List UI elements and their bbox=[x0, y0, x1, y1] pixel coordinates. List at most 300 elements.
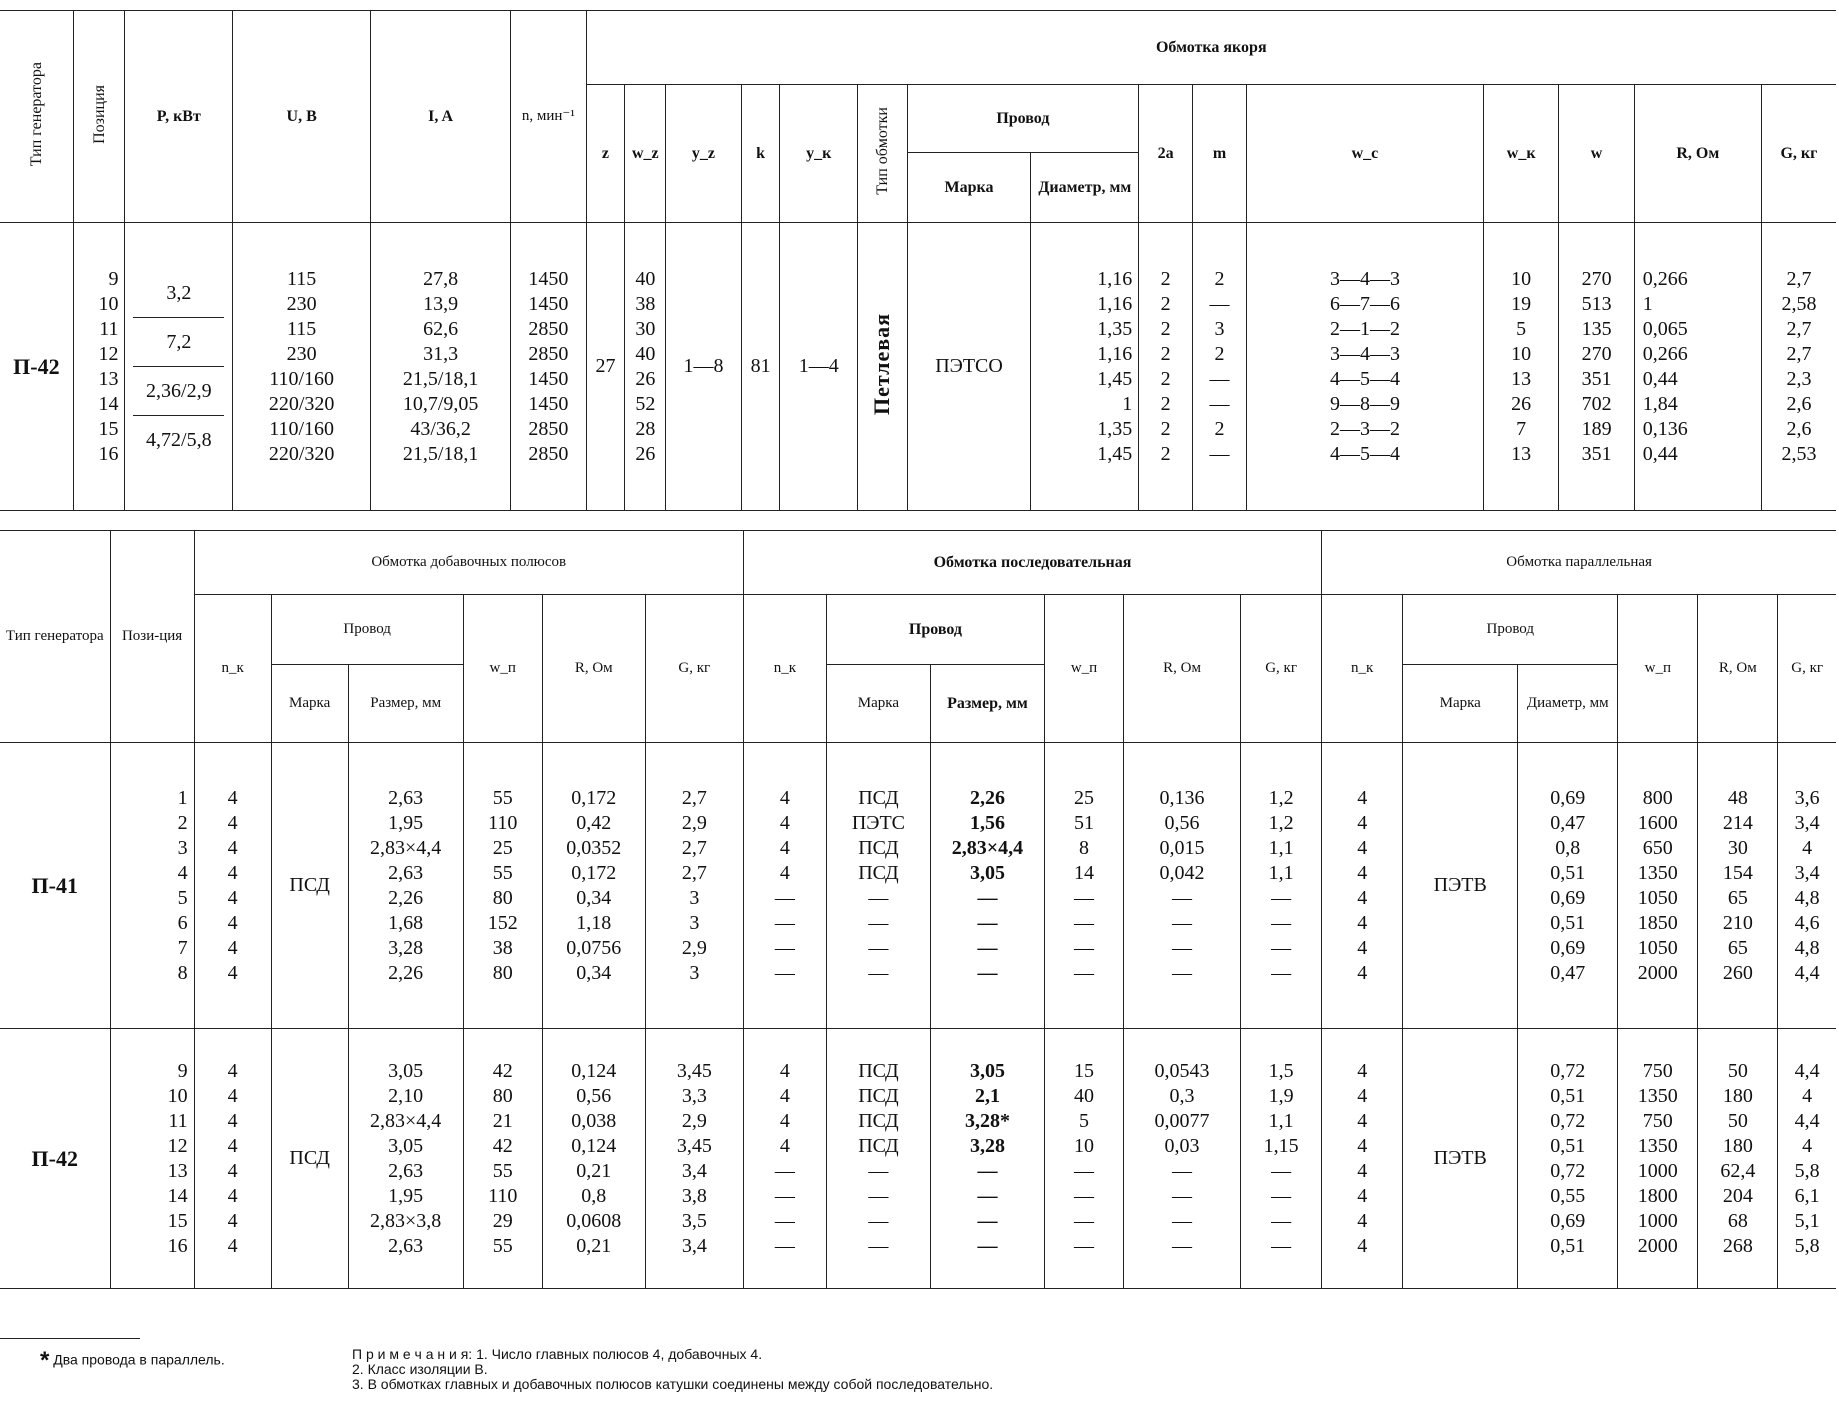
cell-value: 4 bbox=[1357, 911, 1368, 934]
cell-value: 3,2 bbox=[133, 269, 224, 318]
cell-value: 1000 bbox=[1637, 1209, 1678, 1232]
cell-value: 0,266 bbox=[1642, 342, 1688, 365]
cell-value: 4,6 bbox=[1794, 911, 1820, 934]
cell-value: 0,3 bbox=[1169, 1084, 1195, 1107]
cell-value: 2 bbox=[1160, 392, 1171, 415]
cell-value: 270 bbox=[1581, 267, 1612, 290]
cell-value: ПСД bbox=[858, 1059, 899, 1082]
cell-value: 0,8 bbox=[1555, 836, 1581, 859]
r-cell bbox=[1634, 223, 1761, 511]
col-gen-type-2: Тип генератора bbox=[0, 531, 110, 743]
cell-value: 0,34 bbox=[576, 886, 612, 909]
cell-value: 2—3—2 bbox=[1329, 417, 1400, 440]
col-par-g: G, кг bbox=[1778, 595, 1836, 743]
cell-value: 4 bbox=[227, 911, 238, 934]
cell-value: 210 bbox=[1722, 911, 1753, 934]
cell-value: 1050 bbox=[1637, 936, 1678, 959]
cell-value: 50 bbox=[1727, 1109, 1748, 1132]
aux-g-cell bbox=[645, 743, 743, 1029]
cell-value: 4 bbox=[1357, 811, 1368, 834]
cell-value: 80 bbox=[492, 1084, 513, 1107]
col-gen-type: Тип генератора bbox=[0, 11, 73, 223]
footnote-rule bbox=[0, 1338, 140, 1339]
col-speed: n, мин⁻¹ bbox=[511, 11, 586, 223]
cell-value: 38 bbox=[492, 936, 513, 959]
cell-value: 5 bbox=[1516, 317, 1527, 340]
cell-value: 2000 bbox=[1637, 961, 1678, 984]
table-row bbox=[0, 1029, 1836, 1289]
cell-value: 2,26 bbox=[969, 786, 1005, 809]
cell-value: 31,3 bbox=[423, 342, 459, 365]
cell-value: — bbox=[1172, 911, 1193, 934]
cell-value: 0,47 bbox=[1550, 961, 1586, 984]
cell-value: 1,18 bbox=[576, 911, 612, 934]
cell-value: 4 bbox=[227, 936, 238, 959]
col-yk: y_к bbox=[780, 85, 858, 223]
cell-value: 1 bbox=[177, 786, 188, 809]
cell-value: 4,8 bbox=[1794, 886, 1820, 909]
cell-value: 8 bbox=[177, 961, 188, 984]
cell-value: — bbox=[1209, 442, 1230, 465]
cell-value: — bbox=[868, 1184, 889, 1207]
cell-value: 3,05 bbox=[388, 1059, 424, 1082]
cell-value: — bbox=[977, 1184, 998, 1207]
footnote-mark: * bbox=[40, 1347, 50, 1374]
cell-value: 42 bbox=[492, 1059, 513, 1082]
cell-value: 13,9 bbox=[423, 292, 459, 315]
cell-value: 0,51 bbox=[1550, 861, 1586, 884]
cell-value: 0,136 bbox=[1642, 417, 1688, 440]
cell-value: 4 bbox=[1357, 886, 1368, 909]
cell-value: 110 bbox=[488, 811, 518, 834]
cell-value: 2,63 bbox=[388, 786, 424, 809]
cell-value: 4 bbox=[227, 1209, 238, 1232]
cell-value: 135 bbox=[1581, 317, 1612, 340]
cell-value: 2,6 bbox=[1786, 392, 1812, 415]
par-nk-cell bbox=[1322, 743, 1403, 1029]
cell-value: 1000 bbox=[1637, 1159, 1678, 1182]
cell-value: 214 bbox=[1722, 811, 1753, 834]
cell-value: 0,172 bbox=[571, 861, 617, 884]
cell-value: 2,83×3,8 bbox=[370, 1209, 442, 1232]
col-par-diameter: Диаметр, мм bbox=[1518, 665, 1618, 743]
cell-value: 4 bbox=[227, 1234, 238, 1257]
par-wire-header: Провод bbox=[1403, 595, 1618, 665]
col-2a: 2a bbox=[1139, 85, 1193, 223]
w-cell bbox=[1559, 223, 1634, 511]
cell-value: 4 bbox=[1357, 961, 1368, 984]
aux-size-cell bbox=[348, 1029, 463, 1289]
cell-value: 4 bbox=[1357, 1134, 1368, 1157]
cell-value: 40 bbox=[635, 267, 656, 290]
cell-value: — bbox=[1074, 1209, 1094, 1232]
cell-value: 19 bbox=[1511, 292, 1532, 315]
ser-g-cell bbox=[1241, 1029, 1322, 1289]
col-z: z bbox=[586, 85, 625, 223]
cell-value: 4,4 bbox=[1794, 961, 1820, 984]
cell-value: 4 bbox=[1357, 836, 1368, 859]
col-par-nk: n_к bbox=[1322, 595, 1403, 743]
cell-value: 0,172 bbox=[571, 786, 617, 809]
footnote-text: Два провода в параллель. bbox=[53, 1351, 225, 1368]
cell-value: 3—4—3 bbox=[1329, 342, 1400, 365]
col-ser-wp: w_п bbox=[1044, 595, 1123, 743]
cell-value: 4 bbox=[779, 1109, 790, 1132]
cell-value: 351 bbox=[1581, 442, 1612, 465]
col-m: m bbox=[1193, 85, 1247, 223]
cell-value: 9 bbox=[108, 267, 119, 290]
col-w: w bbox=[1559, 85, 1634, 223]
par-g-cell bbox=[1778, 743, 1836, 1029]
ser-wire-header: Провод bbox=[826, 595, 1044, 665]
g-cell bbox=[1761, 223, 1836, 511]
cell-value: 702 bbox=[1581, 392, 1612, 415]
cell-value: 3 bbox=[177, 836, 188, 859]
cell-value: 2850 bbox=[528, 317, 569, 340]
cell-value: 2 bbox=[1214, 417, 1225, 440]
cell-value: 0,015 bbox=[1159, 836, 1205, 859]
cell-value: — bbox=[868, 936, 889, 959]
series-group-header: Обмотка последовательная bbox=[743, 531, 1321, 595]
winding-type-cell: Петлевая bbox=[858, 223, 908, 511]
cell-value: — bbox=[977, 886, 998, 909]
cell-value: 4 bbox=[227, 1084, 238, 1107]
cell-value: 2,58 bbox=[1781, 292, 1817, 315]
voltage-cell bbox=[233, 223, 371, 511]
power-cell bbox=[125, 223, 233, 511]
cell-value: 0,266 bbox=[1642, 267, 1688, 290]
cell-value: 0,69 bbox=[1550, 936, 1586, 959]
col-wc: w_c bbox=[1246, 85, 1483, 223]
cell-value: 2850 bbox=[528, 417, 569, 440]
cell-value: 0,042 bbox=[1159, 861, 1205, 884]
cell-value: — bbox=[1271, 1159, 1292, 1182]
aux-wp-cell bbox=[463, 743, 542, 1029]
cell-value: 0,0352 bbox=[566, 836, 622, 859]
two-a-cell bbox=[1139, 223, 1193, 511]
cell-value: 21,5/18,1 bbox=[402, 442, 479, 465]
cell-value: 4 bbox=[227, 1059, 238, 1082]
cell-value: 4 bbox=[1802, 1134, 1813, 1157]
cell-value: 11 bbox=[99, 317, 119, 340]
cell-value: 0,0608 bbox=[566, 1209, 622, 1232]
col-wz: w_z bbox=[625, 85, 666, 223]
cell-value: 0,72 bbox=[1550, 1059, 1586, 1082]
cell-value: 1,1 bbox=[1268, 1109, 1294, 1132]
cell-value: 7 bbox=[177, 936, 188, 959]
cell-value: 3,6 bbox=[1794, 786, 1820, 809]
cell-value: — bbox=[868, 1209, 889, 1232]
ser-size-cell bbox=[930, 743, 1044, 1029]
cell-value: 4—5—4 bbox=[1329, 442, 1400, 465]
cell-value: 3,3 bbox=[681, 1084, 707, 1107]
cell-value: — bbox=[868, 911, 889, 934]
cell-value: 1,5 bbox=[1268, 1059, 1294, 1082]
cell-value: 220/320 bbox=[268, 392, 335, 415]
cell-value: 115 bbox=[287, 317, 317, 340]
cell-value: 189 bbox=[1581, 417, 1612, 440]
cell-value: 3,4 bbox=[681, 1234, 707, 1257]
cell-value: 11 bbox=[168, 1109, 188, 1132]
cell-value: ПСД bbox=[858, 786, 899, 809]
cell-value: 2,26 bbox=[388, 886, 424, 909]
cell-value: 4 bbox=[779, 836, 790, 859]
cell-value: 3,4 bbox=[1794, 861, 1820, 884]
cell-value: 800 bbox=[1642, 786, 1673, 809]
cell-value: 3,45 bbox=[676, 1059, 712, 1082]
cell-value: 26 bbox=[635, 442, 656, 465]
cell-value: — bbox=[977, 911, 998, 934]
cell-value: 650 bbox=[1642, 836, 1673, 859]
cell-value: — bbox=[1074, 886, 1094, 909]
cell-value: 0,55 bbox=[1550, 1184, 1586, 1207]
cell-value: 65 bbox=[1727, 936, 1748, 959]
ser-g-cell bbox=[1241, 743, 1322, 1029]
cell-value: 2,7 bbox=[1786, 267, 1812, 290]
cell-value: 1,95 bbox=[388, 1184, 424, 1207]
cell-value: — bbox=[774, 1234, 795, 1257]
par-wp-cell bbox=[1618, 1029, 1698, 1289]
cell-value: 6 bbox=[177, 911, 188, 934]
col-power: P, кВт bbox=[125, 11, 233, 223]
cell-value: 2 bbox=[1160, 267, 1171, 290]
cell-value: 1 bbox=[1642, 292, 1653, 315]
cell-value: ПЭТС bbox=[851, 811, 906, 834]
cell-value: — bbox=[774, 1184, 795, 1207]
cell-value: 21 bbox=[492, 1109, 513, 1132]
footnote bbox=[40, 1347, 225, 1375]
cell-value: — bbox=[977, 936, 998, 959]
cell-value: 8 bbox=[1079, 836, 1089, 859]
cell-value: 5,1 bbox=[1794, 1209, 1820, 1232]
cell-value: 38 bbox=[635, 292, 656, 315]
col-aux-g: G, кг bbox=[645, 595, 743, 743]
cell-value: 1600 bbox=[1637, 811, 1678, 834]
cell-value: — bbox=[774, 1209, 795, 1232]
cell-value: — bbox=[1172, 886, 1193, 909]
cell-value: — bbox=[1172, 1209, 1193, 1232]
cell-value: 2,36/2,9 bbox=[133, 367, 224, 416]
cell-value: 26 bbox=[1511, 392, 1532, 415]
cell-value: 750 bbox=[1642, 1059, 1673, 1082]
cell-value: 0,0756 bbox=[566, 936, 622, 959]
cell-value: — bbox=[1271, 1209, 1292, 1232]
col-par-brand: Марка bbox=[1403, 665, 1518, 743]
armature-group-header: Обмотка якоря bbox=[586, 11, 1836, 85]
cell-value: 4—5—4 bbox=[1329, 367, 1400, 390]
cell-value: 2,83×4,4 bbox=[370, 1109, 442, 1132]
cell-value: — bbox=[774, 1159, 795, 1182]
cell-value: 513 bbox=[1581, 292, 1612, 315]
cell-value: 62,4 bbox=[1720, 1159, 1756, 1182]
aux-brand-cell: ПСД bbox=[271, 1029, 348, 1289]
cell-value: 2,83×4,4 bbox=[370, 836, 442, 859]
col-par-wp: w_п bbox=[1618, 595, 1698, 743]
cell-value: 4,4 bbox=[1794, 1109, 1820, 1132]
cell-value: 4 bbox=[1357, 1234, 1368, 1257]
cell-value: — bbox=[1172, 1184, 1193, 1207]
cell-value: 25 bbox=[492, 836, 513, 859]
cell-value: 50 bbox=[1727, 1059, 1748, 1082]
speed-cell bbox=[511, 223, 586, 511]
wz-cell bbox=[625, 223, 666, 511]
cell-value: ПСД bbox=[858, 861, 899, 884]
cell-value: 4 bbox=[1357, 1159, 1368, 1182]
cell-value: 1450 bbox=[528, 292, 569, 315]
cell-value: 4 bbox=[1357, 1084, 1368, 1107]
cell-value: 43/36,2 bbox=[410, 417, 471, 440]
cell-value: — bbox=[1271, 936, 1292, 959]
cell-value: ПСД bbox=[858, 836, 899, 859]
cell-value: 10 bbox=[98, 292, 119, 315]
ser-r-cell bbox=[1124, 743, 1241, 1029]
cell-value: 4 bbox=[227, 1134, 238, 1157]
aux-r-cell bbox=[542, 1029, 645, 1289]
cell-value: 0,42 bbox=[576, 811, 612, 834]
cell-value: 25 bbox=[1074, 786, 1094, 809]
table-row bbox=[0, 743, 1836, 1029]
cell-value: 1,84 bbox=[1642, 392, 1678, 415]
cell-value: 2 bbox=[1160, 317, 1171, 340]
cell-value: 3 bbox=[689, 911, 700, 934]
cell-value: — bbox=[1074, 936, 1094, 959]
cell-value: 3,45 bbox=[676, 1134, 712, 1157]
cell-value: 21,5/18,1 bbox=[402, 367, 479, 390]
cell-value: 1,45 bbox=[1097, 367, 1133, 390]
par-r-cell bbox=[1698, 743, 1778, 1029]
cell-value: 1,56 bbox=[969, 811, 1005, 834]
cell-value: 1,2 bbox=[1268, 811, 1294, 834]
cell-value: — bbox=[774, 936, 795, 959]
cell-value: 4 bbox=[779, 861, 790, 884]
ser-brand-cell bbox=[826, 743, 930, 1029]
cell-value: 1,95 bbox=[388, 811, 424, 834]
cell-value: 2 bbox=[1214, 267, 1225, 290]
cell-value: 4 bbox=[227, 1184, 238, 1207]
cell-value: 68 bbox=[1727, 1209, 1748, 1232]
cell-value: 2,9 bbox=[681, 811, 707, 834]
col-g: G, кг bbox=[1761, 85, 1836, 223]
cell-value: 62,6 bbox=[423, 317, 459, 340]
cell-value: 1,68 bbox=[388, 911, 424, 934]
cell-value: 3,05 bbox=[388, 1134, 424, 1157]
cell-value: 14 bbox=[1074, 861, 1094, 884]
cell-value: 55 bbox=[492, 1234, 513, 1257]
cell-value: 230 bbox=[286, 342, 317, 365]
cell-value: 0,51 bbox=[1550, 911, 1586, 934]
cell-value: 0,47 bbox=[1550, 811, 1586, 834]
cell-value: 0,038 bbox=[571, 1109, 617, 1132]
positions-cell bbox=[110, 1029, 194, 1289]
cell-value: 2 bbox=[1160, 342, 1171, 365]
note-line-2: 2. Класс изоляции В. bbox=[352, 1361, 488, 1377]
cell-value: 16 bbox=[167, 1234, 188, 1257]
ser-nk-cell bbox=[743, 1029, 826, 1289]
cell-value: 40 bbox=[1074, 1084, 1094, 1107]
ser-r-cell bbox=[1124, 1029, 1241, 1289]
cell-value: 4 bbox=[227, 1159, 238, 1182]
col-aux-r: R, Ом bbox=[542, 595, 645, 743]
cell-value: 0,72 bbox=[1550, 1109, 1586, 1132]
cell-value: 2,9 bbox=[681, 1109, 707, 1132]
cell-value: 0,34 bbox=[576, 961, 612, 984]
cell-value: 15 bbox=[167, 1209, 188, 1232]
cell-value: 4 bbox=[779, 1059, 790, 1082]
cell-value: 4 bbox=[779, 1084, 790, 1107]
k-cell: 81 bbox=[741, 223, 780, 511]
current-cell bbox=[371, 223, 511, 511]
col-k: k bbox=[741, 85, 780, 223]
table-row bbox=[0, 223, 1836, 511]
cell-value: 1050 bbox=[1637, 886, 1678, 909]
cell-value: 3,05 bbox=[969, 861, 1005, 884]
cell-value: 5,8 bbox=[1794, 1234, 1820, 1257]
cell-value: 2,26 bbox=[388, 961, 424, 984]
cell-value: 26 bbox=[635, 367, 656, 390]
cell-value: ПСД bbox=[858, 1084, 899, 1107]
cell-value: 0,0077 bbox=[1154, 1109, 1210, 1132]
gen-type-cell: П-41 bbox=[0, 743, 110, 1029]
cell-value: — bbox=[1074, 1234, 1094, 1257]
cell-value: 2—1—2 bbox=[1329, 317, 1400, 340]
cell-value: 2,63 bbox=[388, 1234, 424, 1257]
cell-value: — bbox=[1209, 292, 1230, 315]
col-position-2: Пози-ция bbox=[110, 531, 194, 743]
cell-value: — bbox=[1271, 1184, 1292, 1207]
cell-value: 2 bbox=[1160, 367, 1171, 390]
cell-value: 3,8 bbox=[681, 1184, 707, 1207]
cell-value: 1,2 bbox=[1268, 786, 1294, 809]
cell-value: 115 bbox=[287, 267, 317, 290]
cell-value: — bbox=[1271, 961, 1292, 984]
cell-value: 3,28 bbox=[388, 936, 424, 959]
cell-value: 10 bbox=[1511, 342, 1532, 365]
col-ser-brand: Марка bbox=[826, 665, 930, 743]
col-wk: w_к bbox=[1483, 85, 1558, 223]
cell-value: 15 bbox=[1074, 1059, 1094, 1082]
cell-value: 2000 bbox=[1637, 1234, 1678, 1257]
cell-value: 4 bbox=[227, 836, 238, 859]
cell-value: 750 bbox=[1642, 1109, 1673, 1132]
cell-value: 40 bbox=[635, 342, 656, 365]
cell-value: 29 bbox=[492, 1209, 513, 1232]
cell-value: 180 bbox=[1722, 1134, 1753, 1157]
cell-value: 0,44 bbox=[1642, 367, 1678, 390]
col-aux-nk: n_к bbox=[194, 595, 271, 743]
cell-value: 0,56 bbox=[576, 1084, 612, 1107]
cell-value: 2,7 bbox=[681, 836, 707, 859]
cell-value: 13 bbox=[1511, 442, 1532, 465]
cell-value: 4,8 bbox=[1794, 936, 1820, 959]
cell-value: 4 bbox=[1802, 836, 1813, 859]
col-ser-g: G, кг bbox=[1241, 595, 1322, 743]
col-ser-nk: n_к bbox=[743, 595, 826, 743]
cell-value: 1,15 bbox=[1263, 1134, 1299, 1157]
m-cell bbox=[1193, 223, 1247, 511]
cell-value: 3 bbox=[689, 961, 700, 984]
cell-value: 2 bbox=[177, 811, 188, 834]
cell-value: 0,72 bbox=[1550, 1159, 1586, 1182]
aux-brand-cell: ПСД bbox=[271, 743, 348, 1029]
cell-value: 4 bbox=[779, 811, 790, 834]
cell-value: 10 bbox=[1511, 267, 1532, 290]
cell-value: — bbox=[868, 1159, 889, 1182]
cell-value: 4 bbox=[227, 1109, 238, 1132]
cell-value: 27,8 bbox=[423, 267, 459, 290]
cell-value: — bbox=[1172, 961, 1193, 984]
cell-value: 154 bbox=[1722, 861, 1753, 884]
cell-value: 10 bbox=[1074, 1134, 1094, 1157]
